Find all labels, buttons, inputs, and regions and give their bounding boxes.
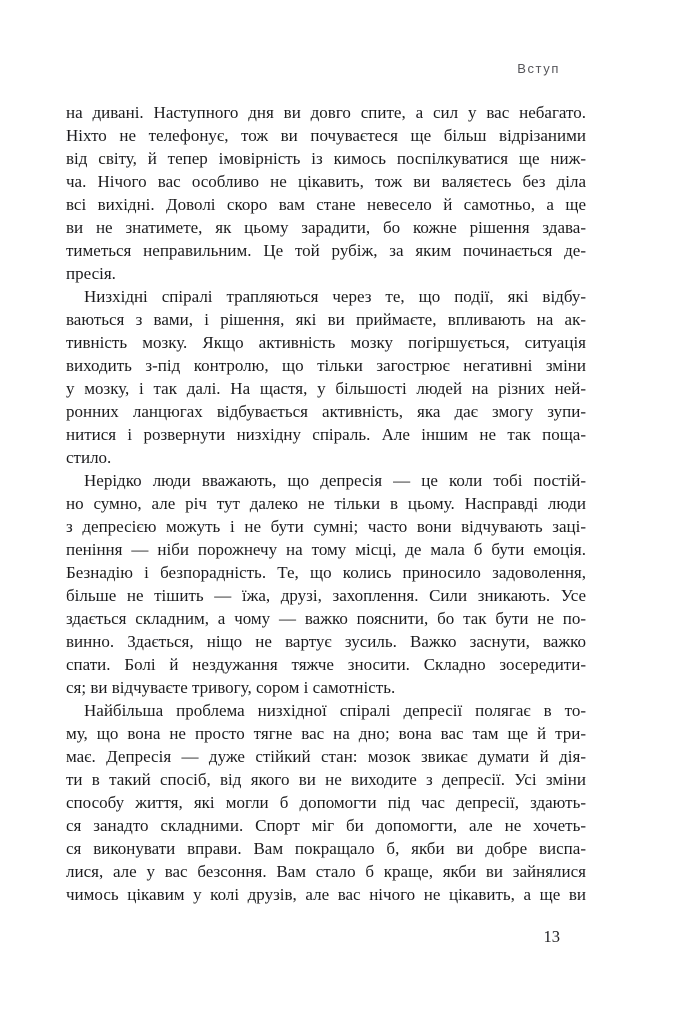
text-line: чимось цікавим у колі друзів, але вас нічого не цікавить, а ще ви (66, 885, 586, 904)
text-line: лися, але у вас безсоння. Вам стало б краще, якби ви зайнялися (66, 862, 586, 881)
text-line: Найбільша проблема низхідної спіралі депресії полягає в то- (84, 701, 586, 720)
text-line: стило. (66, 448, 112, 467)
text-line: винно. Здається, ніщо не вартує зусиль. Важко заснути, важко (66, 632, 586, 651)
paragraph (66, 101, 586, 285)
text-line: тиметься неправильним. Це той рубіж, за яким починається де- (66, 241, 586, 260)
text-line: пеніння — ніби порожнечу на тому місці, де мала б бути емоція. (66, 540, 586, 559)
text-line: ваються з вами, і рішення, які ви приймаєте, впливають на ак- (66, 310, 586, 329)
text-line: виходить з-під контролю, що тільки загострює негативні зміни (66, 356, 586, 375)
text-line: ся; ви відчуваєте тривогу, сором і самотність. (66, 678, 396, 697)
text-line: тивність мозку. Якщо активність мозку погіршується, ситуація (66, 333, 586, 352)
paragraph (66, 285, 586, 469)
text-line: му, що вона не просто тягне вас на дно; вона вас там ще й три- (66, 724, 586, 743)
paragraph (66, 699, 586, 906)
text-line: но сумно, але річ тут далеко не тільки в цьому. Насправді люди (66, 494, 586, 513)
page-number: 13 (543, 927, 560, 946)
text-line: на дивані. Наступного дня ви довго спите, а сил у вас небагато. (66, 103, 586, 122)
text-line: спати. Болі й нездужання тяжче зносити. Складно зосередити- (66, 655, 586, 674)
text-line: має. Депресія — дуже стійкий стан: мозок звикає думати й дія- (66, 747, 586, 766)
text-line: Нерідко люди вважають, що депресія — це коли тобі постій- (84, 471, 586, 490)
text-line: здається складним, а чому — важко пояснити, бо так бути не по- (66, 609, 586, 628)
text-line: пресія. (66, 264, 116, 283)
text-line: способу життя, які могли б допомогти під час депресії, здають- (66, 793, 586, 812)
text-line: від світу, й тепер імовірність із кимось поспілкуватися ще ниж- (66, 149, 586, 168)
body-text (66, 101, 586, 906)
text-line: ви не знатимете, як цьому зарадити, бо кожне рішення здава- (66, 218, 586, 237)
text-line: Безнадію і безпорадність. Те, що колись приносило задоволення, (66, 563, 586, 582)
paragraph (66, 469, 586, 699)
text-line: ти в такий спосіб, від якого ви не виходите з депресії. Усі зміни (66, 770, 586, 789)
running-head: Вступ (517, 61, 560, 76)
text-line: у мозку, і так далі. На щастя, у більшості людей на різних ней- (66, 379, 586, 398)
text-line: Низхідні спіралі трапляються через те, що події, які відбу- (84, 287, 586, 306)
text-line: ча. Нічого вас особливо не цікавить, тож ви валяєтесь без діла (66, 172, 586, 191)
text-line: всі вихідні. Доволі скоро вам стане невесело й самотньо, а ще (66, 195, 586, 214)
text-line: ся занадто складними. Спорт міг би допомогти, але не хочеть- (66, 816, 586, 835)
text-line: Ніхто не телефонує, тож ви почуваєтеся ще більш відрізаними (66, 126, 586, 145)
text-line: ронних ланцюгах відбувається активність, яка дає змогу зупи- (66, 402, 586, 421)
text-line: більше не тішить — їжа, друзі, захоплення. Сили зникають. Усе (66, 586, 586, 605)
text-line: нитися і розвернути низхідну спіраль. Але іншим не так поща- (66, 425, 586, 444)
text-line: з депресією можуть і не бути сумні; часто вони відчувають заці- (66, 517, 586, 536)
text-line: ся виконувати вправи. Вам покращало б, якби ви добре виспа- (66, 839, 586, 858)
